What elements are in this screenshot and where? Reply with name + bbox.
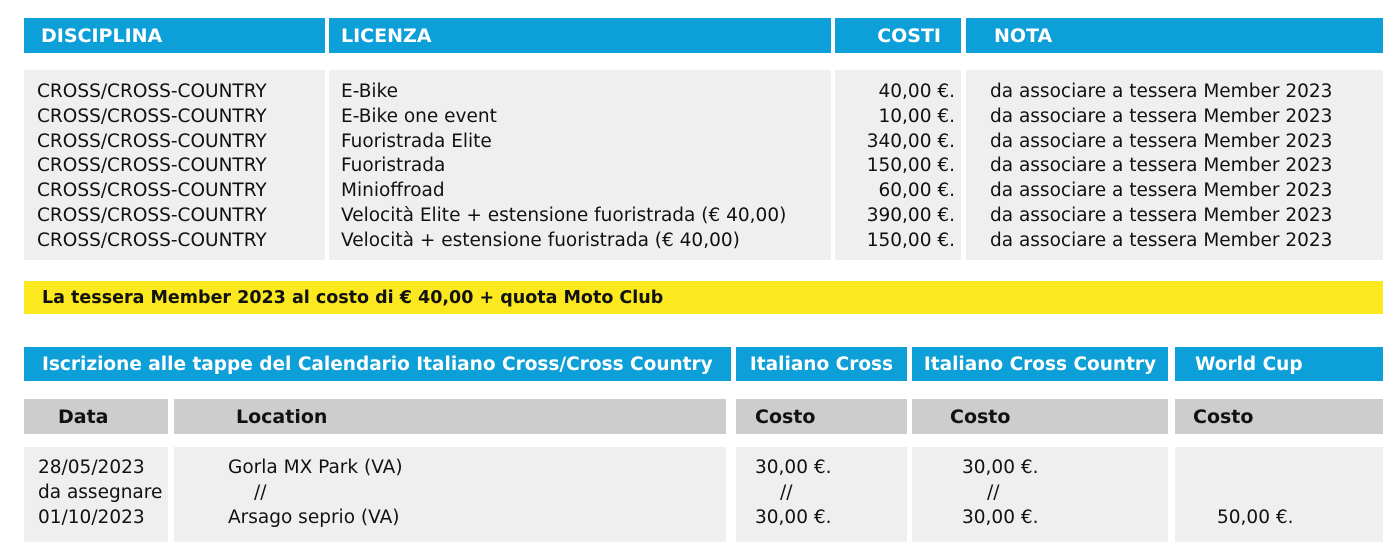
costo-row-6: 390,00 €. — [866, 204, 955, 226]
disciplina-row-5: CROSS/CROSS-COUNTRY — [37, 180, 267, 202]
world-cup-cost-1 — [1217, 456, 1357, 481]
header-world-cup: World Cup — [1175, 347, 1383, 381]
world-cup-costs — [1217, 456, 1357, 530]
date-1: 28/05/2023 — [38, 457, 145, 478]
costo-row-3: 340,00 €. — [866, 130, 955, 152]
locations-list — [228, 456, 628, 530]
italiano-cross-costs — [755, 456, 895, 530]
italiano-cross-cost-3: 30,00 €. — [755, 506, 832, 528]
nota-row-3: da associare a tessera Member 2023 — [990, 130, 1333, 152]
licenza-row-2: E-Bike one event — [341, 105, 497, 127]
disciplina-row-4: CROSS/CROSS-COUNTRY — [37, 155, 267, 177]
date-3: 01/10/2023 — [38, 506, 145, 528]
nota-row-5: da associare a tessera Member 2023 — [990, 180, 1333, 202]
location-3: Arsago seprio (VA) — [228, 506, 400, 528]
costo-row-4: 150,00 €. — [866, 155, 955, 177]
italiano-cross-country-costs — [962, 456, 1102, 530]
disciplina-row-7: CROSS/CROSS-COUNTRY — [37, 229, 267, 251]
licenza-row-3: Fuoristrada Elite — [341, 130, 492, 152]
italiano-cross-country-cost-3: 30,00 €. — [962, 506, 1039, 528]
nota-values — [990, 80, 1380, 254]
costo-row-1: 40,00 €. — [878, 81, 955, 102]
costo-row-5: 60,00 €. — [878, 180, 955, 202]
world-cup-cost-2 — [1217, 481, 1357, 506]
nota-row-1: da associare a tessera Member 2023 — [990, 81, 1333, 102]
member-banner: La tessera Member 2023 al costo di € 40,00 + quota Moto Club — [24, 281, 1383, 314]
disciplina-row-6: CROSS/CROSS-COUNTRY — [37, 204, 267, 226]
disciplina-row-1: CROSS/CROSS-COUNTRY — [37, 81, 267, 102]
costo-row-2: 10,00 €. — [878, 105, 955, 127]
disciplina-row-2: CROSS/CROSS-COUNTRY — [37, 105, 267, 127]
italiano-cross-cost-2: // — [780, 481, 793, 503]
costo-row-7: 150,00 €. — [866, 229, 955, 251]
nota-row-6: da associare a tessera Member 2023 — [990, 204, 1333, 226]
header-nota: NOTA — [966, 18, 1383, 53]
licenza-row-1: E-Bike — [341, 81, 398, 102]
disciplina-row-3: CROSS/CROSS-COUNTRY — [37, 130, 267, 152]
licenza-row-6: Velocità Elite + estensione fuoristrada (€ 40,00) — [341, 204, 787, 226]
header-iscrizione: Iscrizione alle tappe del Calendario Italiano Cross/Cross Country — [24, 347, 731, 381]
licenza-row-7: Velocità + estensione fuoristrada (€ 40,00) — [341, 229, 740, 251]
date-2: da assegnare — [38, 481, 163, 503]
header-italiano-cross: Italiano Cross — [736, 347, 907, 381]
header-costi: COSTI — [835, 18, 961, 53]
licenza-row-5: Minioffroad — [341, 180, 445, 202]
nota-row-4: da associare a tessera Member 2023 — [990, 155, 1333, 177]
subheader-costo-italiano-cross: Costo — [736, 399, 907, 434]
italiano-cross-country-cost-1: 30,00 €. — [962, 457, 1039, 478]
header-licenza: LICENZA — [329, 18, 831, 53]
dates-list — [38, 456, 168, 530]
italiano-cross-country-cost-2: // — [987, 481, 1000, 503]
subheader-costo-italiano-cross-country: Costo — [912, 399, 1168, 434]
italiano-cross-cost-1: 30,00 €. — [755, 457, 832, 478]
nota-row-2: da associare a tessera Member 2023 — [990, 105, 1333, 127]
location-1: Gorla MX Park (VA) — [228, 457, 403, 478]
subheader-data: Data — [24, 399, 168, 434]
disciplina-values — [37, 80, 322, 254]
location-2: // — [254, 481, 267, 503]
header-disciplina: DISCIPLINA — [24, 18, 325, 53]
nota-row-7: da associare a tessera Member 2023 — [990, 229, 1333, 251]
subheader-location: Location — [174, 399, 726, 434]
costo-values — [835, 80, 955, 254]
subheader-costo-world-cup: Costo — [1175, 399, 1383, 434]
licenza-row-4: Fuoristrada — [341, 155, 446, 177]
header-italiano-cross-country: Italiano Cross Country — [912, 347, 1168, 381]
world-cup-cost-3: 50,00 €. — [1217, 506, 1294, 528]
licenza-values — [341, 80, 829, 254]
